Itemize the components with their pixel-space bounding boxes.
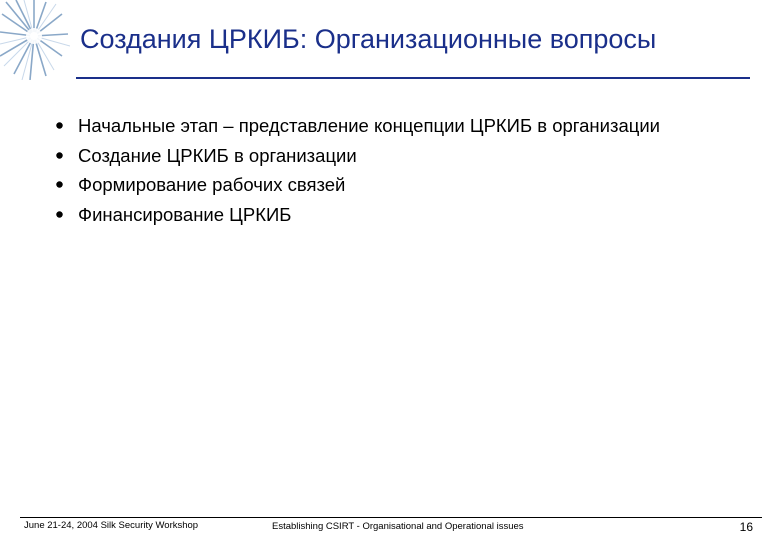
bullet-text: Создание ЦРКИБ в организации: [78, 144, 357, 166]
bullet-dot-icon: [55, 180, 64, 189]
bullet-item: [52, 143, 660, 173]
bullet-text: Формирование рабочих связей: [78, 174, 346, 195]
bullet-list: [52, 113, 660, 231]
bullet-item: [52, 172, 660, 202]
bullet-text: Финансирование ЦРКИБ: [78, 203, 292, 225]
bullet-dot-icon: [55, 210, 64, 219]
footer-topic: Establishing CSIRT - Organisational and Operational issues: [272, 521, 524, 532]
bullet-item: [52, 202, 660, 232]
bullet-item: [52, 113, 660, 143]
bullet-dot-icon: [55, 151, 64, 160]
page-number: 16: [739, 520, 753, 534]
title-divider: [76, 77, 750, 79]
starburst-icon: [0, 0, 70, 80]
footer-divider: [20, 517, 762, 518]
slide-title: Создания ЦРКИБ: Организационные вопросы: [80, 24, 657, 54]
bullet-text: Начальные этап – представление концепции ЦРКИБ в организации: [78, 115, 661, 136]
bullet-dot-icon: [55, 121, 64, 130]
footer-event: June 21-24, 2004 Silk Security Workshop: [24, 520, 199, 531]
